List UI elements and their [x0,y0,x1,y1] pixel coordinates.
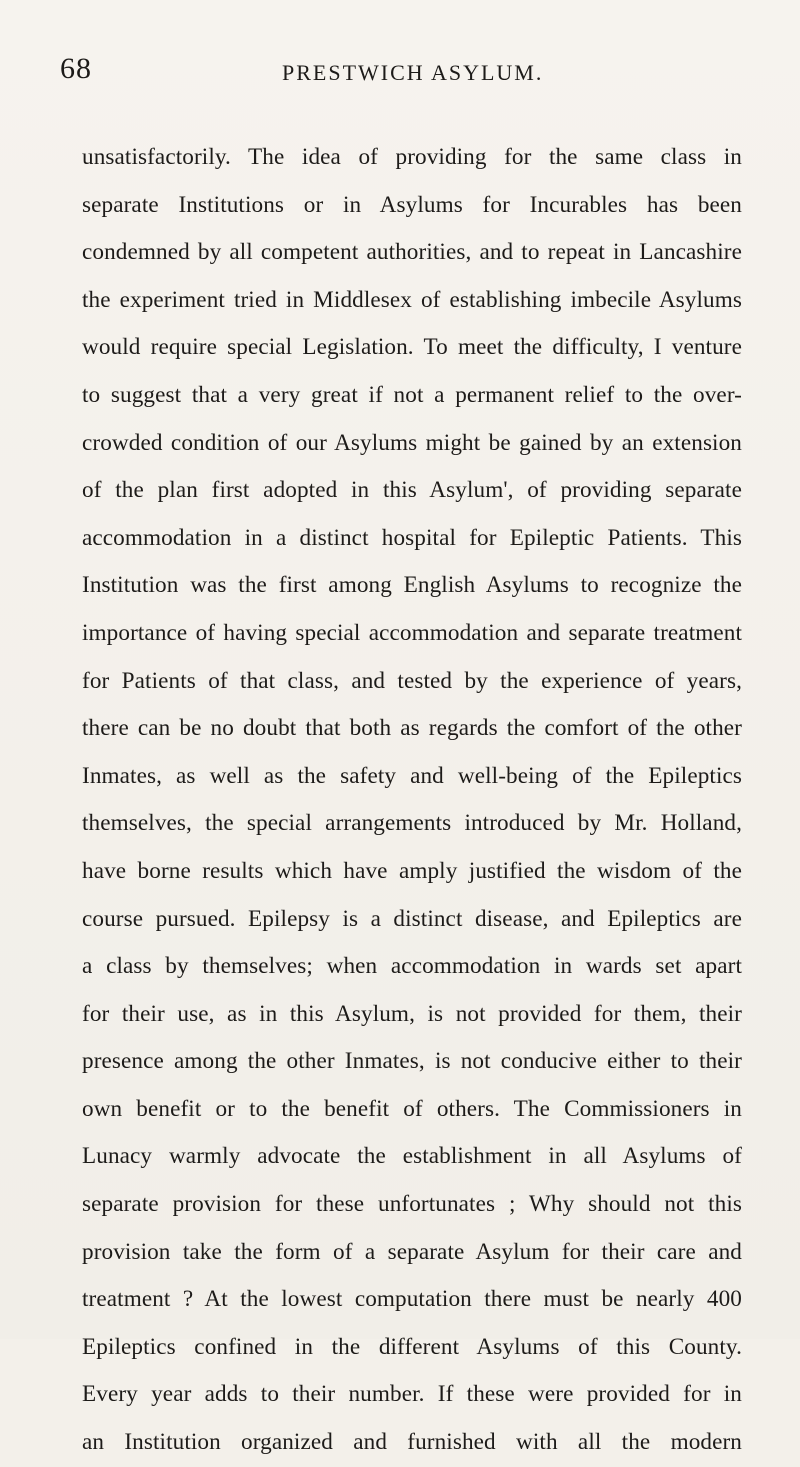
text-line: to suggest that a very great if not a permanent relief to the over- [82,381,742,408]
text-line: themselves, the special arrangements introduced by Mr. Holland, [82,810,742,837]
text-line: condemned by all competent authorities, and to repeat in Lancashire [82,239,742,266]
text-line: Epileptics confined in the different Asylums of this County. [82,1333,742,1360]
text-line: the experiment tried in Middlesex of establishing imbecile Asylums [82,286,742,313]
page-number: 68 [60,52,92,85]
text-line: Every year adds to their number. If these were provided for in [82,1381,742,1408]
text-line: separate Institutions or in Asylums for Incurables has been [82,191,742,218]
text-line: of the plan first adopted in this Asylum', of providing separate [82,477,742,504]
text-line: provision take the form of a separate Asylum for their care and [82,1238,742,1265]
text-line: have borne results which have amply justified the wisdom of the [82,857,742,884]
page-header [0,52,800,92]
text-line: Lunacy warmly advocate the establishment in all Asylums of [82,1143,742,1170]
text-line: unsatisfactorily. The idea of providing for the same class in [82,144,742,170]
text-line: own benefit or to the benefit of others. The Commissioners in [82,1095,742,1122]
text-line: course pursued. Epilepsy is a distinct disease, and Epileptics are [82,905,742,932]
running-head: PRESTWICH ASYLUM. [282,60,544,85]
text-line: for Patients of that class, and tested by the experience of years, [82,667,742,694]
text-line: Inmates, as well as the safety and well-being of the Epileptics [82,762,742,789]
text-line: Institution was the first among English Asylums to recognize the [82,572,742,599]
body-text [82,134,742,1467]
text-line: for their use, as in this Asylum, is not provided for them, their [82,1000,742,1027]
text-line: would require special Legislation. To meet the difficulty, I venture [82,334,742,361]
text-line: an Institution organized and furnished with all the modern [82,1429,742,1456]
text-line: accommodation in a distinct hospital for Epileptic Patients. This [82,524,742,551]
text-line: treatment ? At the lowest computation there must be nearly 400 [82,1286,742,1313]
text-line: separate provision for these unfortunates ; Why should not this [82,1191,742,1218]
text-line: importance of having special accommodation and separate treatment [82,619,742,646]
text-line: crowded condition of our Asylums might be gained by an extension [82,429,742,456]
text-line: a class by themselves; when accommodation in wards set apart [82,953,742,980]
text-line: presence among the other Inmates, is not conducive either to their [82,1048,742,1075]
text-line: there can be no doubt that both as regards the comfort of the other [82,715,742,742]
